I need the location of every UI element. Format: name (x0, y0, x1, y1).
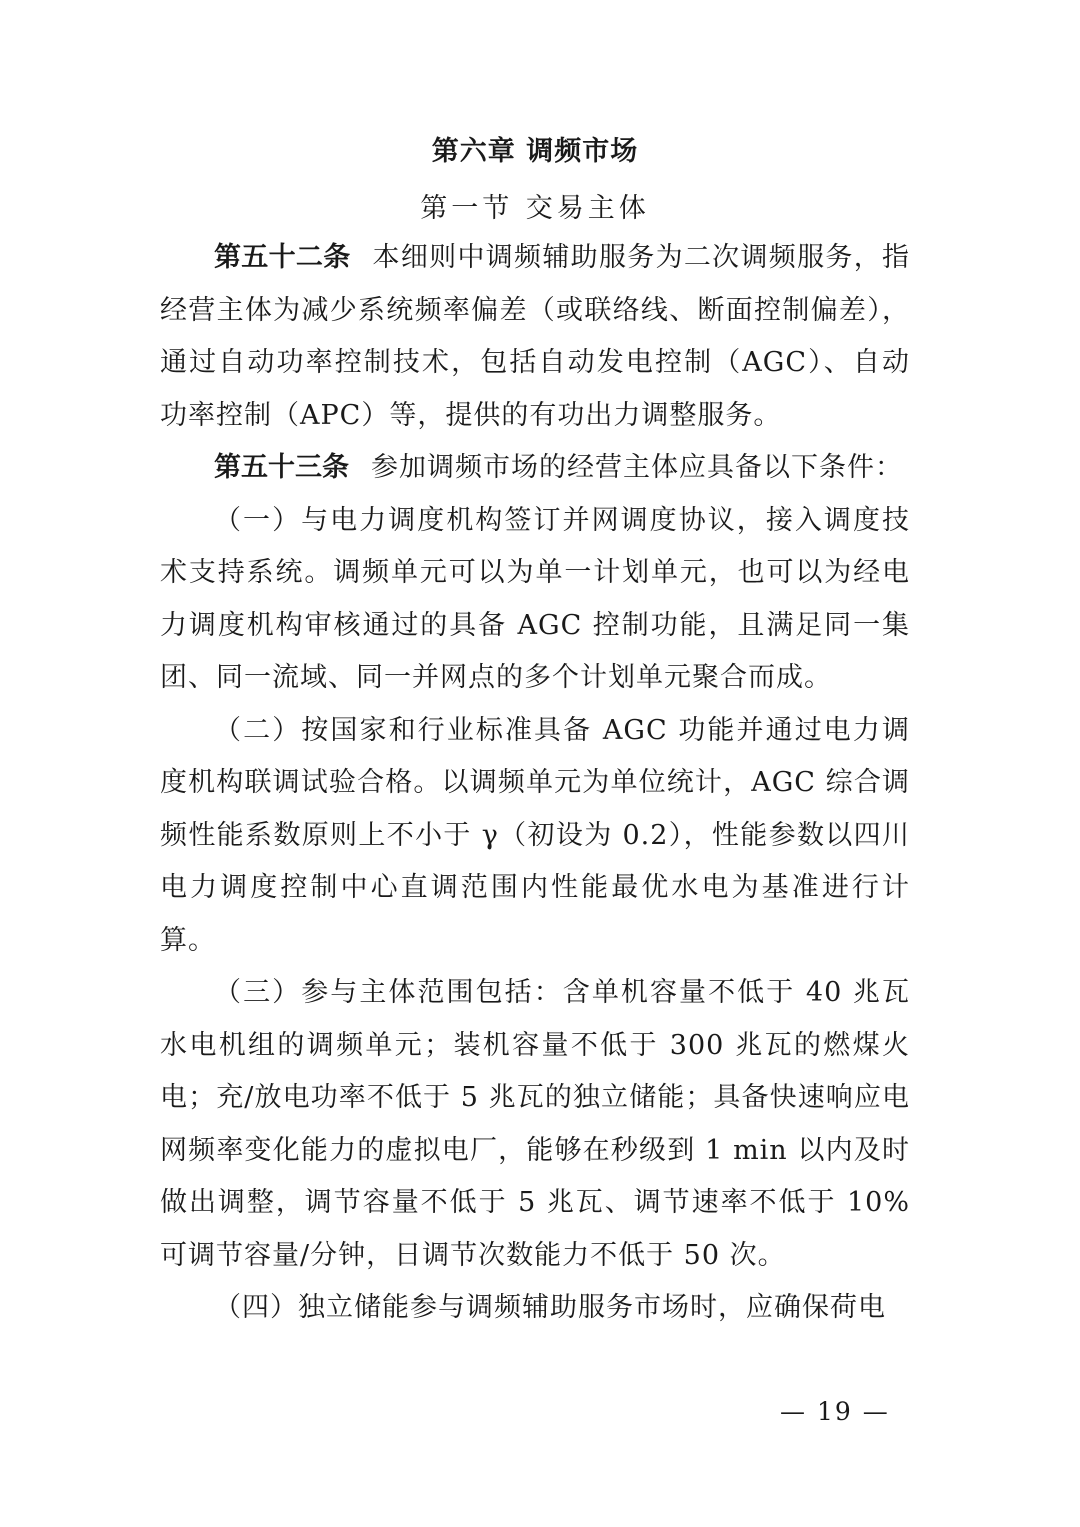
page-number: — 19 — (780, 1397, 890, 1426)
document-page (160, 0, 910, 1527)
chapter-title: 第六章 调频市场 (431, 136, 639, 167)
article-52 (160, 232, 910, 442)
body-text (160, 232, 910, 1335)
section-title: 第一节 交易主体 (420, 193, 650, 224)
condition-3: （三）参与主体范围包括：含单机容量不低于 40 兆瓦水电机组的调频单元；装机容量不低于 300 兆瓦的燃煤火电；充/放电功率不低于 5 兆瓦的独立储能；具备快速响应电网频率变化能力的虚拟电厂，能够在秒级到 1 min 以内及时做出调整，调节容量不低于 5 兆瓦、调节速率不低于 10%可调节容量/分钟，日调节次数能力不低于 50 次。 (160, 977, 910, 1271)
article-53 (160, 442, 910, 495)
condition-1: （一）与电力调度机构签订并网调度协议，接入调度技术支持系统。调频单元可以为单一计划单元，也可以为经电力调度机构审核通过的具备 AGC 控制功能，且满足同一集团、同一流域、同一并网点的多个计划单元聚合而成。 (160, 504, 910, 693)
article-label: 第五十二条 (214, 242, 351, 273)
article-text: 本细则中调频辅助服务为二次调频服务，指经营主体为减少系统频率偏差（或联络线、断面控制偏差），通过自动功率控制技术，包括自动发电控制（AGC）、自动功率控制（APC）等，提供的有功出力调整服务。 (160, 242, 911, 431)
condition-4: （四）独立储能参与调频辅助服务市场时，应确保荷电 (214, 1292, 886, 1323)
article-label: 第五十三条 (214, 452, 349, 483)
article-text: 参加调频市场的经营主体应具备以下条件： (371, 452, 903, 483)
condition-2: （二）按国家和行业标准具备 AGC 功能并通过电力调度机构联调试验合格。以调频单元为单位统计，AGC 综合调频性能系数原则上不小于 γ（初设为 0.2），性能参数以四川电力调度控制中心直调范围内性能最优水电为基准进行计算。 (160, 714, 910, 956)
